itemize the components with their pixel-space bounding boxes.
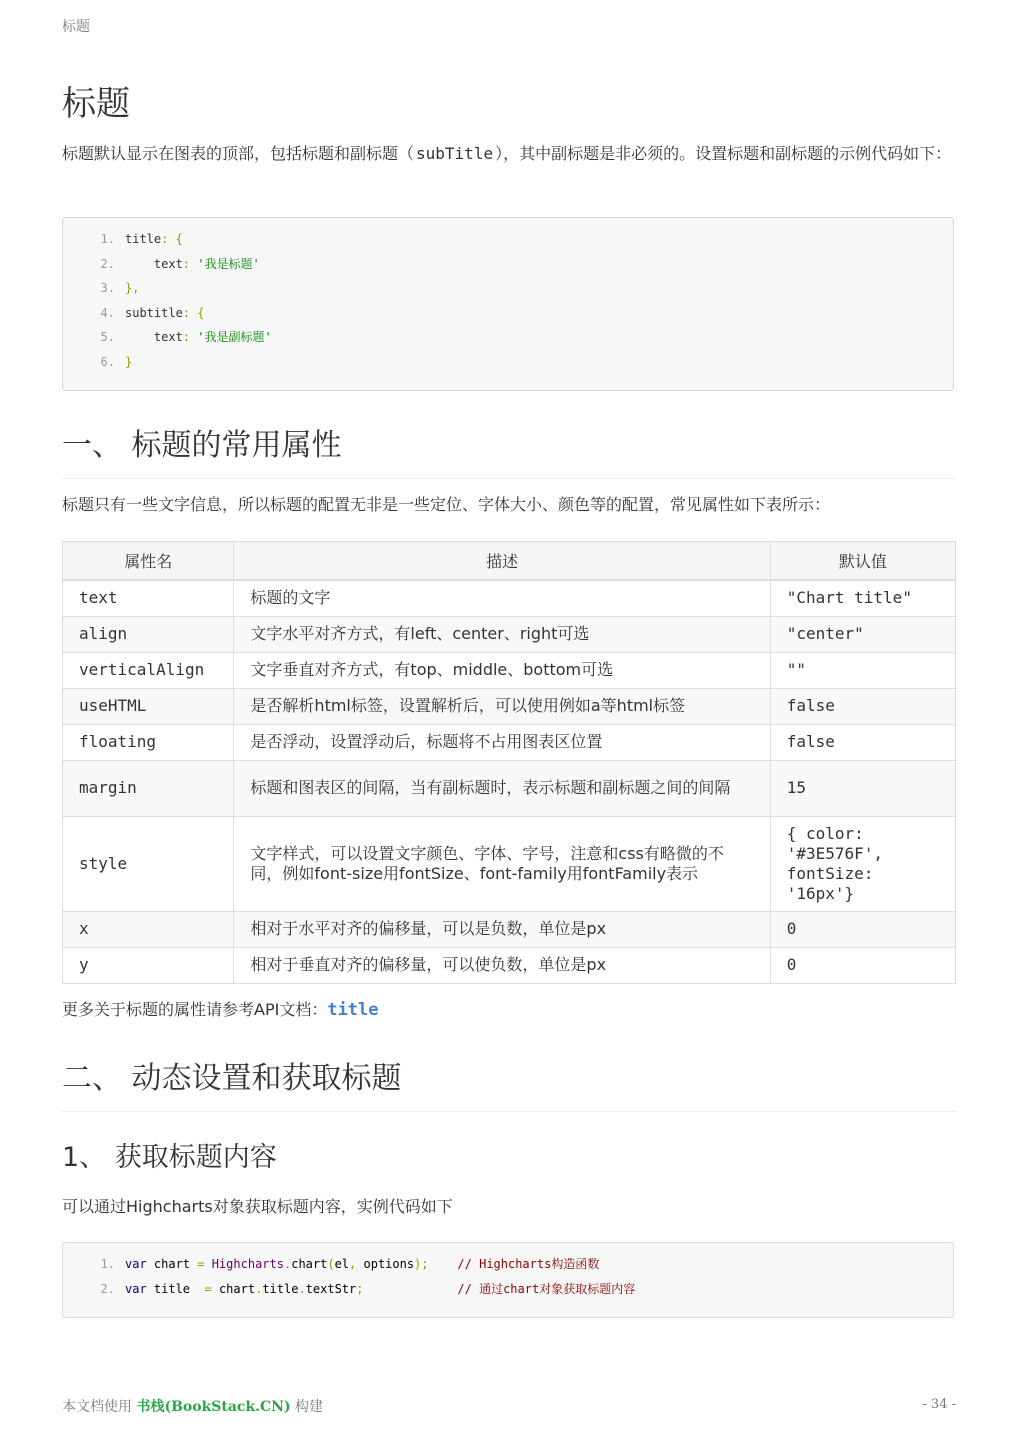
table-row xyxy=(63,616,956,652)
intro-inline-code: subTitle xyxy=(416,144,494,163)
table-row xyxy=(63,652,956,688)
footer-text-post: 构建 xyxy=(290,1399,324,1415)
code-token: title xyxy=(146,1281,205,1296)
intro-text-pre: 标题默认显示在图表的顶部，包括标题和副标题（ xyxy=(62,144,415,163)
code-token: : xyxy=(182,330,198,345)
cell-property-name: align xyxy=(63,616,234,652)
cell-property-name: y xyxy=(63,947,234,983)
code-line xyxy=(63,227,953,252)
code-line xyxy=(63,252,953,277)
code-text xyxy=(125,301,204,326)
code-token: ( xyxy=(327,1257,335,1271)
code-token: . xyxy=(255,1281,263,1296)
code-token: : { xyxy=(161,232,183,246)
code-token: var xyxy=(125,1257,147,1271)
code-text xyxy=(125,276,139,301)
footer-text-pre: 本文档使用 xyxy=(62,1399,137,1415)
table-row xyxy=(63,911,956,947)
footer-credit xyxy=(62,1396,323,1416)
code-token: = xyxy=(197,1257,205,1271)
col-header-name: 属性名 xyxy=(63,542,234,581)
col-header-default: 默认值 xyxy=(770,542,955,581)
code-token: : xyxy=(182,256,198,271)
cell-default-value: false xyxy=(770,724,955,760)
table-row xyxy=(63,688,956,724)
code-token: }, xyxy=(125,281,140,296)
cell-property-name: text xyxy=(63,580,234,616)
code-text xyxy=(125,325,272,350)
page-title: 标题 xyxy=(62,84,130,124)
line-number: 2. xyxy=(100,256,115,271)
cell-description: 相对于水平对齐的偏移量，可以是负数，单位是px xyxy=(234,911,770,947)
code-token: options xyxy=(356,1257,415,1271)
cell-property-name: verticalAlign xyxy=(63,652,234,688)
section1-description: 标题只有一些文字信息，所以标题的配置无非是一些定位、字体大小、颜色等的配置，常见属性如下表所示： xyxy=(62,495,831,514)
code-token: . xyxy=(283,1257,292,1271)
code-token: . xyxy=(298,1281,306,1296)
code-token: Highcharts xyxy=(211,1257,284,1271)
code-token: // 通过chart对象获取标题内容 xyxy=(363,1281,636,1296)
code-token: chart xyxy=(291,1257,328,1271)
subsection-heading-get-title: 1、 获取标题内容 xyxy=(62,1142,277,1173)
cell-property-name: useHTML xyxy=(63,688,234,724)
code-token: text xyxy=(125,330,183,345)
code-token: ); xyxy=(414,1257,429,1271)
cell-property-name: margin xyxy=(63,760,234,816)
code-token: } xyxy=(125,354,133,369)
cell-description: 文字水平对齐方式，有left、center、right可选 xyxy=(234,616,770,652)
cell-property-name: style xyxy=(63,816,234,911)
code-block-title-config xyxy=(62,217,954,391)
line-number: 4. xyxy=(100,305,115,320)
line-number: 2. xyxy=(100,1281,115,1296)
table-header-row xyxy=(63,542,956,581)
code-token: chart xyxy=(146,1257,198,1271)
line-number: 1. xyxy=(100,1257,115,1271)
cell-description: 文字垂直对齐方式，有top、middle、bottom可选 xyxy=(234,652,770,688)
intro-paragraph xyxy=(62,139,962,168)
code-token: title xyxy=(262,1281,299,1296)
cell-default-value: "" xyxy=(770,652,955,688)
table-row xyxy=(63,760,956,816)
cell-description: 文字样式，可以设置文字颜色、字体、字号，注意和css有略微的不同，例如font-size用fontSize、font-family用fontFamily表示 xyxy=(234,816,770,911)
code-token: '我是标题' xyxy=(197,256,260,271)
code-line xyxy=(63,276,953,301)
code-token: subtitle xyxy=(125,305,183,320)
code-token: : { xyxy=(182,305,205,320)
line-number: 3. xyxy=(100,281,115,296)
code-text xyxy=(125,1252,599,1277)
code-text xyxy=(125,227,183,252)
section-heading-common-properties: 一、 标题的常用属性 xyxy=(62,420,956,479)
page-number: - 34 - xyxy=(922,1397,956,1412)
code-token: chart xyxy=(211,1281,256,1296)
code-token: text xyxy=(125,256,183,271)
running-header: 标题 xyxy=(62,19,90,35)
cell-description: 标题和图表区的间隔，当有副标题时，表示标题和副标题之间的间隔 xyxy=(234,760,770,816)
code-token: , xyxy=(349,1257,357,1271)
cell-default-value: "center" xyxy=(770,616,955,652)
line-number: 5. xyxy=(100,330,115,345)
code-token: = xyxy=(204,1281,212,1296)
code-line xyxy=(63,301,953,326)
col-header-desc: 描述 xyxy=(234,542,770,581)
code-text xyxy=(125,252,260,277)
code-token: // Highcharts构造函数 xyxy=(428,1257,600,1271)
code-token xyxy=(205,1257,212,1271)
properties-table xyxy=(62,541,956,984)
code-text xyxy=(125,350,132,375)
cell-description: 标题的文字 xyxy=(234,580,770,616)
code-token: ; xyxy=(356,1281,364,1296)
table-row xyxy=(63,947,956,983)
cell-default-value: "Chart title" xyxy=(770,580,955,616)
table-row xyxy=(63,580,956,616)
line-number: 1. xyxy=(100,232,115,246)
code-token: textStr xyxy=(305,1281,357,1296)
cell-description: 是否解析html标签，设置解析后，可以使用例如a等html标签 xyxy=(234,688,770,724)
code-line xyxy=(63,1252,953,1277)
cell-default-value: 0 xyxy=(770,947,955,983)
table-row xyxy=(63,816,956,911)
code-token: var xyxy=(125,1281,147,1296)
code-text xyxy=(125,1277,635,1302)
cell-description: 是否浮动，设置浮动后，标题将不占用图表区位置 xyxy=(234,724,770,760)
more-info-paragraph xyxy=(62,998,379,1022)
code-token: '我是副标题' xyxy=(197,330,272,345)
more-info-text: 更多关于标题的属性请参考API文档： xyxy=(62,1000,328,1019)
cell-default-value: 15 xyxy=(770,760,955,816)
cell-default-value: 0 xyxy=(770,911,955,947)
section-heading-dynamic-title: 二、 动态设置和获取标题 xyxy=(62,1053,956,1112)
subsection-description: 可以通过Highcharts对象获取标题内容，实例代码如下 xyxy=(62,1197,453,1216)
cell-default-value: false xyxy=(770,688,955,724)
table-row xyxy=(63,724,956,760)
line-number: 6. xyxy=(100,354,115,369)
cell-description: 相对于垂直对齐的偏移量，可以使负数，单位是px xyxy=(234,947,770,983)
code-line xyxy=(63,350,953,375)
intro-text-post: ），其中副标题是非必须的。设置标题和副标题的示例代码如下： xyxy=(495,144,952,163)
code-token: title xyxy=(125,232,162,246)
code-block-get-title xyxy=(62,1242,954,1318)
cell-property-name: x xyxy=(63,911,234,947)
cell-default-value: { color: '#3E576F', fontSize: '16px'} xyxy=(770,816,955,911)
code-token: el xyxy=(334,1257,350,1271)
code-line xyxy=(63,1277,953,1302)
footer-brand-link[interactable]: 书栈(BookStack.CN) xyxy=(136,1399,291,1415)
cell-property-name: floating xyxy=(63,724,234,760)
api-doc-link[interactable]: title xyxy=(327,1000,379,1020)
code-line xyxy=(63,325,953,350)
